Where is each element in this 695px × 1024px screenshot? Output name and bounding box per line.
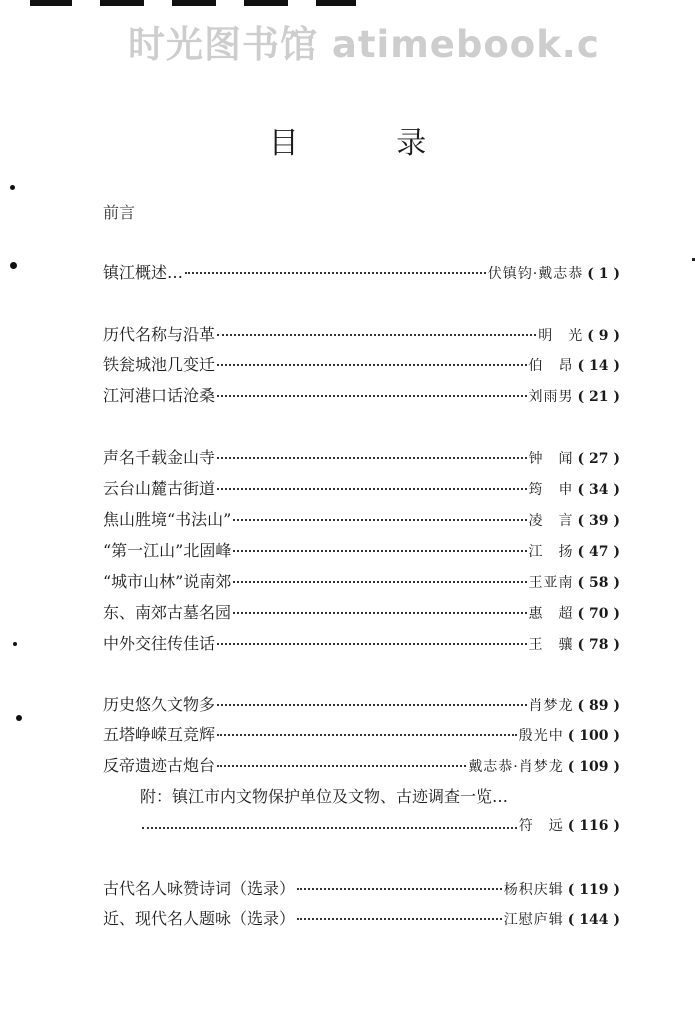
- preface-heading: 前言: [103, 203, 136, 222]
- toc-entry-title: “第一江山”北固峰: [103, 541, 232, 560]
- toc-entry-title: 焦山胜境“书法山”: [103, 510, 232, 529]
- toc-entry-page: ( 9 ): [587, 328, 620, 344]
- leader-dots: [217, 488, 527, 490]
- toc-entry-page: ( 109 ): [567, 759, 620, 775]
- toc-entry-title: 五塔峥嵘互竞辉: [103, 725, 216, 744]
- toc-entry-title: 反帝遗迹古炮台: [103, 756, 216, 775]
- toc-entry-title: 云台山麓古街道: [103, 479, 216, 498]
- toc-entry-author: 筠 申: [528, 482, 574, 498]
- toc-entry-author: 钟 闻: [528, 451, 574, 467]
- leader-dots: [297, 918, 502, 920]
- toc-entry-page: ( 89 ): [577, 698, 620, 714]
- toc-entry[interactable]: [103, 260, 620, 282]
- toc-entry[interactable]: [103, 600, 620, 622]
- toc-entry[interactable]: [103, 507, 620, 529]
- toc-entry-author: 凌 言: [528, 513, 574, 529]
- leader-dots: [217, 704, 527, 706]
- toc-entry-title: 近、现代名人题咏（选录）: [103, 909, 296, 928]
- toc-entry-page: ( 100 ): [567, 728, 620, 744]
- leader-dots: [217, 734, 517, 736]
- toc-entry[interactable]: [103, 631, 620, 653]
- toc-entry-author: 明 光: [538, 328, 584, 344]
- toc-entry-title: 声名千载金山寺: [103, 448, 216, 467]
- toc-entry-author: 杨积庆辑: [503, 882, 564, 898]
- leader-dots: [217, 457, 527, 459]
- toc-entry[interactable]: [103, 322, 620, 344]
- toc-entry-page: ( 47 ): [577, 544, 620, 560]
- toc-entry-page: ( 144 ): [567, 912, 620, 928]
- leader-dots: [297, 888, 502, 890]
- leader-dots: [233, 581, 526, 583]
- toc-entry-title: 附：镇江市内文物保护单位及文物、古迹调查一览…: [140, 787, 509, 806]
- border-segment: [172, 0, 216, 6]
- leader-dots: [217, 643, 527, 645]
- scan-speck: [13, 642, 17, 646]
- toc-entry-title: 中外交往传佳话: [103, 634, 216, 653]
- border-segment: [316, 0, 356, 6]
- toc-entry[interactable]: [103, 876, 620, 898]
- toc-entry-title: 东、南郊古墓名园: [103, 603, 232, 622]
- toc-entry[interactable]: [103, 722, 620, 744]
- toc-entry-author: 惠 超: [528, 606, 574, 622]
- toc-entry-author: 江 扬: [528, 544, 574, 560]
- leader-dots: [233, 519, 526, 521]
- toc-entry-page: ( 78 ): [577, 637, 620, 653]
- watermark: 时光图书馆 atimebook.c: [128, 23, 600, 66]
- leader-dots: [217, 395, 527, 397]
- toc-entry[interactable]: [103, 569, 620, 591]
- toc-entry-page: ( 116 ): [567, 818, 620, 834]
- toc-entry-author: 江慰庐辑: [503, 912, 564, 928]
- toc-entry-page: ( 21 ): [577, 389, 620, 405]
- toc-entry-author: 王亚南: [528, 575, 574, 591]
- toc-entry-title: 铁瓮城池几变迁: [103, 355, 216, 374]
- toc-entry-author: 王 骧: [528, 637, 574, 653]
- border-segment: [244, 0, 288, 6]
- leader-dots: [142, 827, 517, 829]
- toc-entry-page: ( 119 ): [567, 882, 620, 898]
- border-segment: [30, 0, 72, 6]
- page-title: 目 录: [268, 126, 471, 161]
- scan-speck: [10, 262, 17, 269]
- scan-speck: [10, 185, 15, 190]
- toc-entry-author: 殷光中: [518, 728, 564, 744]
- toc-entry-page: ( 14 ): [577, 358, 620, 374]
- toc-entry-title: 江河港口话沧桑: [103, 386, 216, 405]
- leader-dots: [185, 272, 486, 274]
- leader-dots: [233, 550, 526, 552]
- toc-entry[interactable]: [103, 476, 620, 498]
- toc-entry[interactable]: [103, 352, 620, 374]
- leader-dots: [217, 364, 527, 366]
- toc-entry-title: 镇江概述…: [103, 263, 184, 282]
- leader-dots: [217, 334, 536, 336]
- leader-dots: [233, 612, 527, 614]
- toc-entry-author: 戴志恭·肖梦龙: [468, 759, 564, 775]
- leader-dots: [217, 765, 466, 767]
- scan-speck: [16, 715, 22, 721]
- toc-entry-page: ( 27 ): [577, 451, 620, 467]
- toc-entry-author: 符 远: [518, 818, 564, 834]
- toc-appendix-entry[interactable]: [140, 784, 620, 806]
- toc-entry-page: ( 1 ): [587, 266, 620, 282]
- toc-entry[interactable]: [103, 753, 620, 775]
- toc-entry-title: 历史悠久文物多: [103, 695, 216, 714]
- toc-entry-title: 古代名人咏赞诗词（选录）: [103, 879, 296, 898]
- toc-appendix-entry-continued[interactable]: [140, 815, 620, 837]
- toc-entry-author: 伯 昂: [528, 358, 574, 374]
- toc-entry-author: 伏镇钧·戴志恭: [487, 266, 584, 282]
- toc-entry-page: ( 70 ): [577, 606, 620, 622]
- toc-entry-author: 刘雨男: [528, 389, 574, 405]
- toc-entry-author: 肖梦龙: [528, 698, 574, 714]
- toc-entry-page: ( 39 ): [577, 513, 620, 529]
- toc-entry[interactable]: [103, 383, 620, 405]
- top-scan-border: [0, 0, 695, 14]
- toc-entry[interactable]: [103, 538, 620, 560]
- border-segment: [100, 0, 144, 6]
- toc-entry-page: ( 58 ): [577, 575, 620, 591]
- toc-entry[interactable]: [103, 906, 620, 928]
- toc-entry-title: 历代名称与沿革: [103, 325, 216, 344]
- toc-entry[interactable]: [103, 445, 620, 467]
- toc-entry-title: “城市山林”说南郊: [103, 572, 232, 591]
- toc-entry[interactable]: [103, 692, 620, 714]
- toc-entry-page: ( 34 ): [577, 482, 620, 498]
